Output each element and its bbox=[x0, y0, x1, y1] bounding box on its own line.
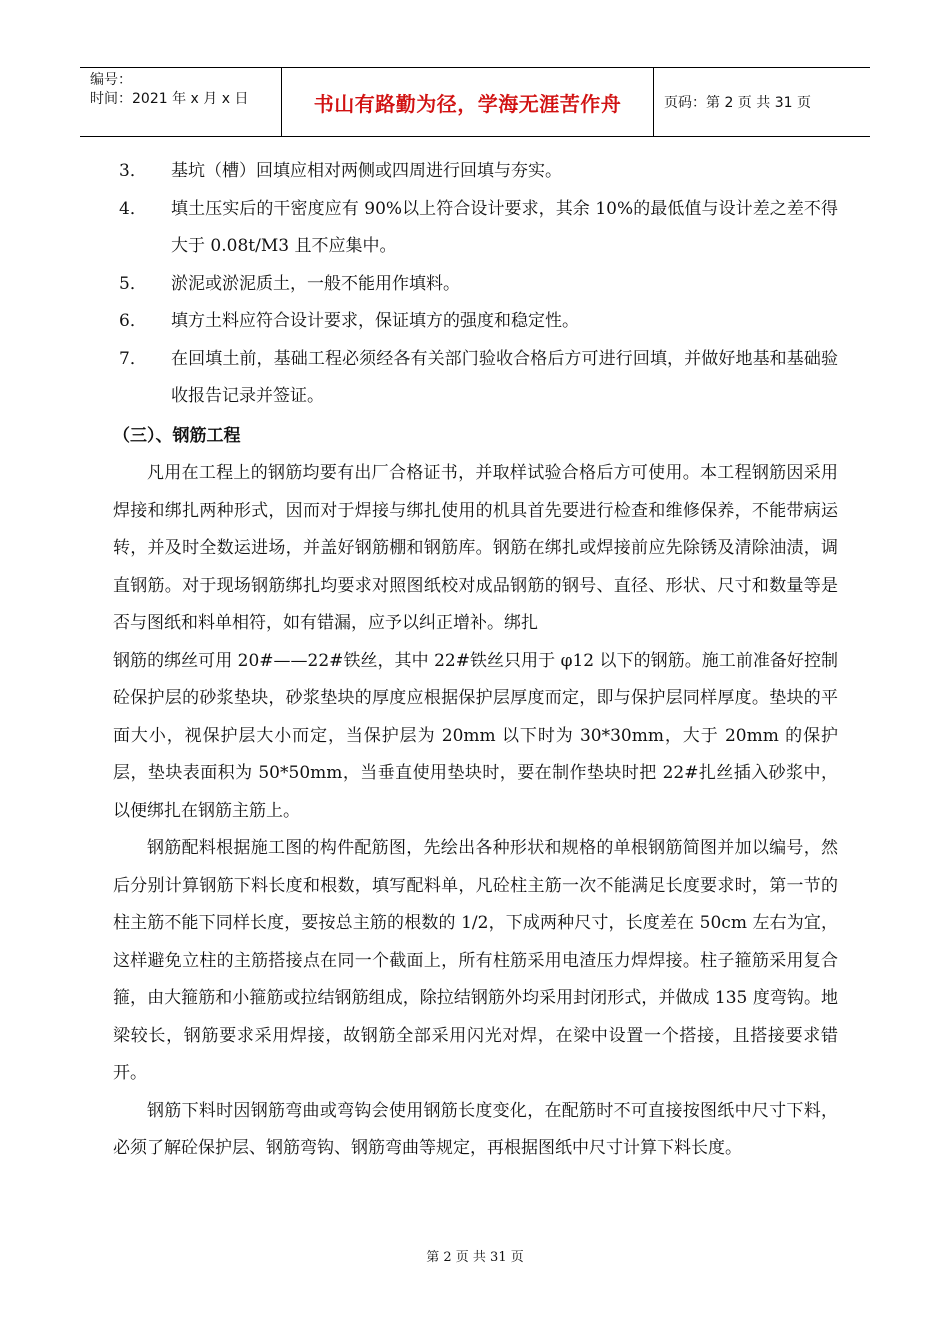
header-meta bbox=[80, 68, 281, 136]
paragraph: 凡用在工程上的钢筋均要有出厂合格证书，并取样试验合格后方可使用。本工程钢筋因采用焊接和绑扎两种形式，因而对于焊接与绑扎使用的机具首先要进行检查和维修保养，不能带病运转，并及时全数运进场，并盖好钢筋棚和钢筋库。钢筋在绑扎或焊接前应先除锈及清除油渍，调直钢筋。对于现场钢筋绑扎均要求对照图纸校对成品钢筋的钢号、直径、形状、尺寸和数量等是否与图纸和料单相符，如有错漏，应予以纠正增补。绑扎 bbox=[113, 463, 838, 633]
section-title: （三）、钢筋工程 bbox=[113, 425, 241, 446]
list-item-number: 3． bbox=[119, 161, 147, 181]
header-motto: 书山有路勤为径，学海无涯苦作舟 bbox=[281, 68, 654, 136]
serial-label: 编号： bbox=[90, 72, 132, 88]
time-label: 时间：2021 年 x 月 x 日 bbox=[90, 91, 249, 107]
page-header bbox=[80, 67, 870, 137]
header-page-number: 页码：第 2 页 共 31 页 bbox=[664, 95, 811, 111]
list-item-text: 填土压实后的干密度应有 90%以上符合设计要求，其余 10%的最低值与设计差之差不得大于 0.08t/M3 且不应集中。 bbox=[171, 198, 838, 256]
list-item-number: 6． bbox=[119, 311, 147, 331]
paragraph: 钢筋配料根据施工图的构件配筋图，先绘出各种形状和规格的单根钢筋简图并加以编号，然后分别计算钢筋下料长度和根数，填写配料单，凡砼柱主筋一次不能满足长度要求时，第一节的柱主筋不能下同样长度，要按总主筋的根数的 1/2，下成两种尺寸，长度差在 50cm 左右为宜，这样避免立柱的主筋搭接点在同一个截面上，所有柱筋采用电渣压力焊焊接。柱子箍筋采用复合箍，由大箍筋和小箍筋或拉结钢筋组成，除拉结钢筋外均采用封闭形式，并做成 135 度弯钩。地梁较长，钢筋要求采用焊接，故钢筋全部采用闪光对焊，在梁中设置一个搭接，且搭接要求错开。 bbox=[113, 838, 838, 1083]
list-item-text: 填方土料应符合设计要求，保证填方的强度和稳定性。 bbox=[171, 311, 579, 331]
list-item-text: 基坑（槽）回填应相对两侧或四周进行回填与夯实。 bbox=[171, 161, 562, 181]
list-item bbox=[113, 341, 838, 416]
list-item bbox=[113, 191, 838, 266]
list-item-number: 5． bbox=[119, 273, 147, 294]
list-item-number: 7． bbox=[119, 348, 147, 369]
list-item bbox=[113, 266, 838, 304]
list-item-text: 在回填土前，基础工程必须经各有关部门验收合格后方可进行回填，并做好地基和基础验收报告记录并签证。 bbox=[171, 348, 838, 406]
paragraph: 钢筋下料时因钢筋弯曲或弯钩会使用钢筋长度变化，在配筋时不可直接按图纸中尺寸下料，必须了解砼保护层、钢筋弯钩、钢筋弯曲等规定，再根据图纸中尺寸计算下料长度。 bbox=[113, 1100, 838, 1158]
list-item bbox=[113, 303, 838, 341]
list-item-text: 淤泥或淤泥质土，一般不能用作填料。 bbox=[171, 273, 460, 294]
page-footer: 第 2 页 共 31 页 bbox=[426, 1250, 524, 1265]
document-body bbox=[113, 153, 838, 1168]
list-item bbox=[113, 153, 838, 191]
paragraph: 钢筋的绑丝可用 20#——22#铁丝，其中 22#铁丝只用于 φ12 以下的钢筋。施工前准备好控制砼保护层的砂浆垫块，砂浆垫块的厚度应根据保护层厚度而定，即与保护层同样厚度。垫块的平面大小，视保护层大小而定，当保护层为 20mm 以下时为 30*30mm，大于 20mm 的保护层，垫块表面积为 50*50mm，当垂直使用垫块时，要在制作垫块时把 22#扎丝插入砂浆中，以便绑扎在钢筋主筋上。 bbox=[113, 650, 838, 821]
list-item-number: 4． bbox=[119, 198, 147, 219]
